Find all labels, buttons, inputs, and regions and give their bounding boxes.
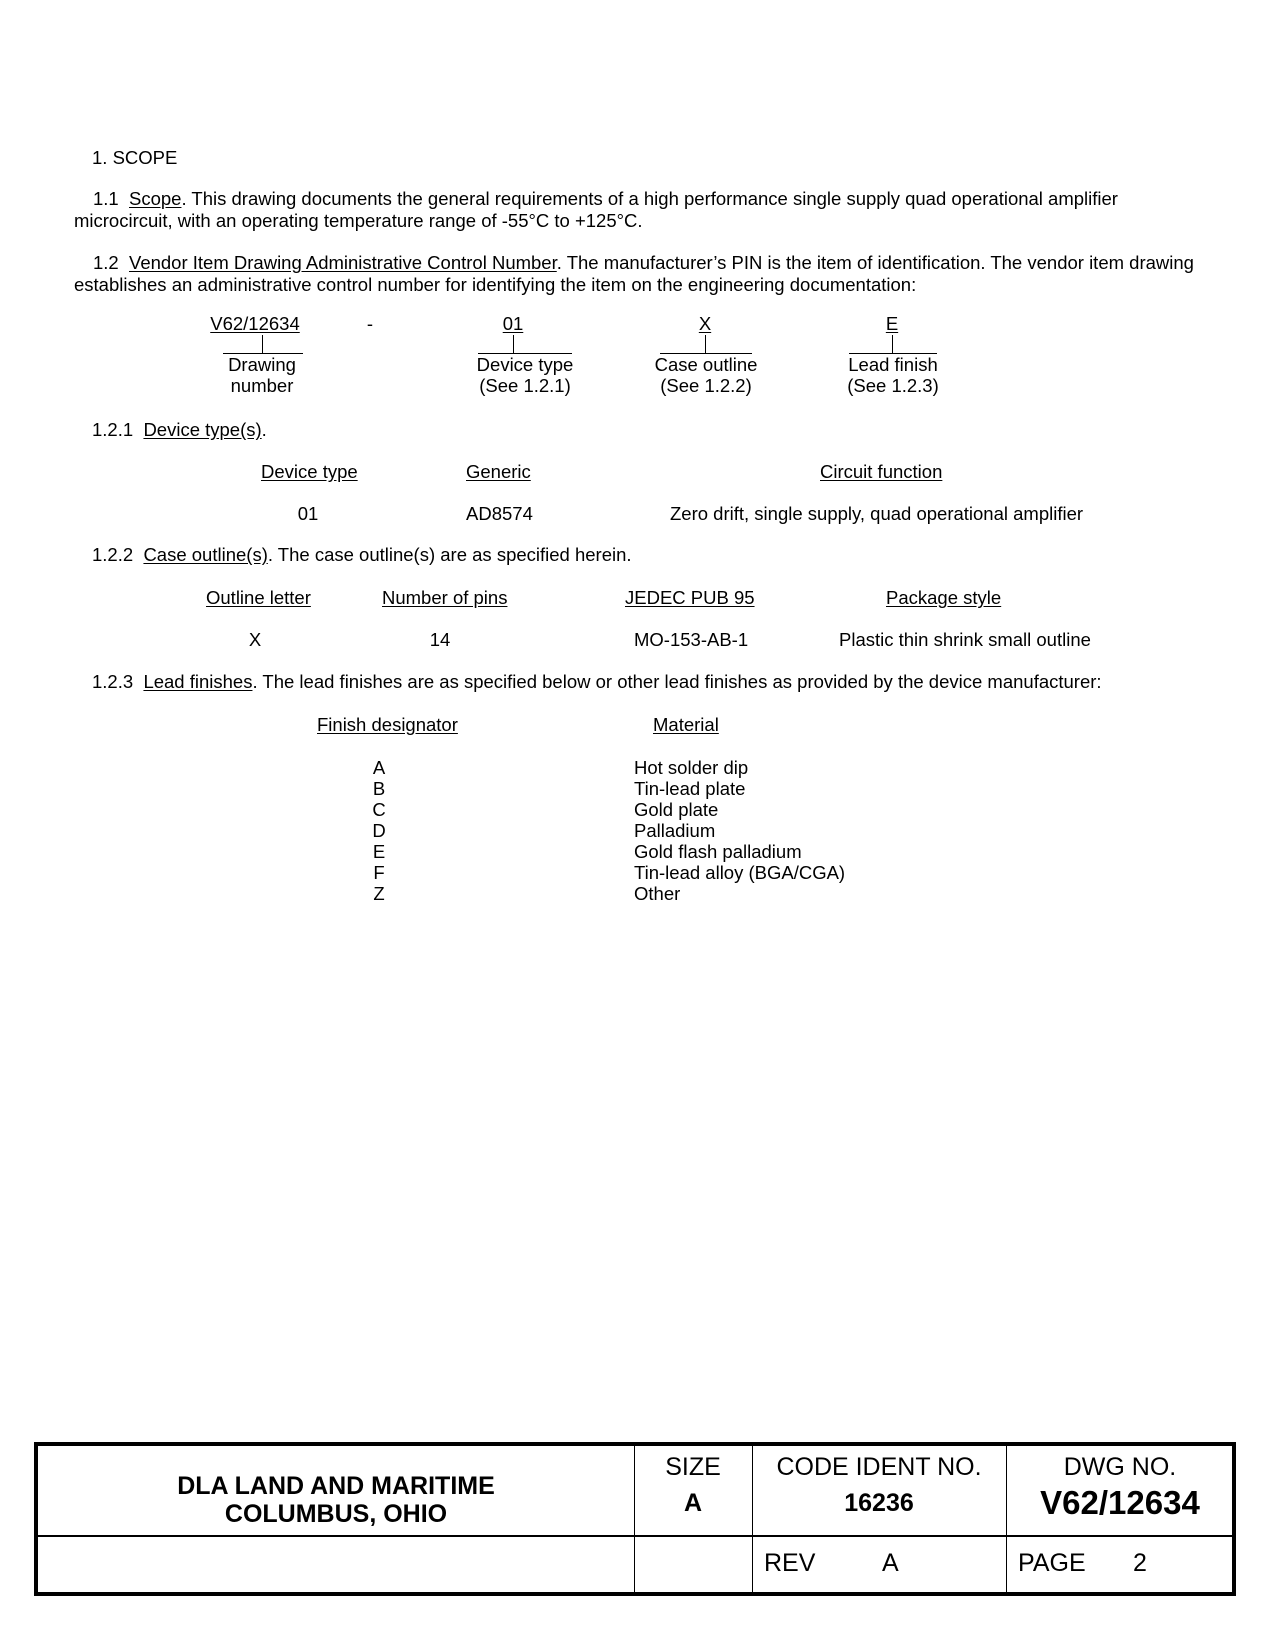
list-item: A: [372, 757, 386, 778]
title-block-divider: [1006, 1446, 1007, 1592]
pin-device-type: 01: [502, 313, 524, 334]
rev-value: A: [882, 1549, 899, 1577]
size-value: A: [683, 1489, 703, 1517]
pin-label-case-1: Case outline: [654, 354, 758, 375]
list-item: Other: [634, 883, 681, 904]
table-header: Circuit function: [820, 461, 943, 482]
scope-title: Scope: [129, 188, 182, 209]
lead-finishes-title: Lead finishes: [143, 671, 253, 692]
list-item: B: [372, 778, 386, 799]
page-label: PAGE: [1018, 1549, 1086, 1577]
lead-finishes-heading: [92, 671, 1102, 693]
pin-connector-lead: [892, 335, 893, 353]
pin-label-drawing-1: Drawing: [228, 354, 296, 375]
table-header: Material: [653, 714, 719, 735]
list-item: C: [372, 799, 386, 820]
table-header: Number of pins: [382, 587, 508, 608]
table-cell: 01: [297, 503, 319, 524]
pin-label-device-2: (See 1.2.1): [479, 375, 571, 396]
code-ident-value: 16236: [844, 1489, 914, 1517]
table-header: Generic: [466, 461, 531, 482]
table-header: Finish designator: [317, 714, 458, 735]
lead-finishes-text: . The lead finishes are as specified below or other lead finishes as provided by the device manufacturer:: [252, 671, 1102, 692]
pin-case-outline: X: [698, 313, 712, 334]
org-location: COLUMBUS, OHIO: [224, 1500, 448, 1528]
list-item: Tin-lead plate: [634, 778, 746, 799]
list-item: Gold plate: [634, 799, 719, 820]
scope-number: 1.1: [93, 188, 119, 209]
vid-title: Vendor Item Drawing Administrative Control Number: [129, 252, 557, 273]
list-item: Z: [373, 883, 385, 904]
pin-drawing-number: V62/12634: [210, 313, 300, 334]
list-item: F: [373, 862, 385, 883]
scope-text: . This drawing documents the general requirements of a high performance single supply quad operational amplifier microcircuit, with an operating temperature range of -55°C to +125°C.: [74, 188, 1118, 231]
table-cell: AD8574: [466, 503, 533, 524]
device-types-title: Device type(s): [143, 419, 262, 440]
list-item: D: [372, 820, 386, 841]
case-outlines-title: Case outline(s): [143, 544, 268, 565]
table-cell: X: [248, 629, 262, 650]
title-block-divider: [752, 1446, 753, 1592]
case-outlines-number: 1.2.2: [92, 544, 134, 565]
pin-label-case-2: (See 1.2.2): [660, 375, 752, 396]
pin-label-device-1: Device type: [476, 354, 574, 375]
dwg-no-label: DWG NO.: [1063, 1453, 1177, 1481]
pin-label-lead-1: Lead finish: [848, 354, 938, 375]
table-cell: Zero drift, single supply, quad operational amplifier: [670, 503, 1084, 524]
title-block-divider: [634, 1446, 635, 1592]
size-label: SIZE: [665, 1453, 721, 1481]
list-item: Tin-lead alloy (BGA/CGA): [634, 862, 846, 883]
dwg-no-value: V62/12634: [1040, 1484, 1200, 1521]
scope-paragraph: [74, 188, 1204, 232]
table-cell: 14: [429, 629, 451, 650]
rev-label: REV: [764, 1549, 816, 1577]
pin-connector-drawing: [262, 335, 263, 353]
list-item: E: [372, 841, 386, 862]
pin-connector-device: [513, 335, 514, 353]
case-outlines-text: . The case outline(s) are as specified herein.: [267, 544, 632, 565]
table-header: Device type: [261, 461, 358, 482]
table-header: Package style: [886, 587, 1002, 608]
section-heading: 1. SCOPE: [92, 147, 178, 168]
lead-finishes-number: 1.2.3: [92, 671, 134, 692]
title-block-divider: [38, 1535, 1232, 1537]
device-types-heading: [92, 419, 267, 441]
pin-connector-case: [705, 335, 706, 353]
pin-lead-finish: E: [885, 313, 899, 334]
code-ident-label: CODE IDENT NO.: [776, 1453, 982, 1481]
table-cell: Plastic thin shrink small outline: [839, 629, 1091, 650]
device-types-number: 1.2.1: [92, 419, 134, 440]
org-name: DLA LAND AND MARITIME: [177, 1472, 495, 1500]
table-header: Outline letter: [206, 587, 311, 608]
table-header: JEDEC PUB 95: [625, 587, 755, 608]
vid-number: 1.2: [93, 252, 119, 273]
device-types-after: .: [261, 419, 267, 440]
pin-dash: -: [366, 313, 374, 334]
page-number: 2: [1133, 1549, 1147, 1577]
pin-label-drawing-2: number: [230, 375, 294, 396]
list-item: Hot solder dip: [634, 757, 749, 778]
list-item: Gold flash palladium: [634, 841, 802, 862]
table-cell: MO-153-AB-1: [634, 629, 749, 650]
vid-paragraph: [74, 252, 1204, 296]
pin-label-lead-2: (See 1.2.3): [847, 375, 939, 396]
case-outlines-heading: [92, 544, 632, 566]
vid-text: . The manufacturer’s PIN is the item of identification. The vendor item drawing establishes an administrative control number for identifying the item on the engineering documentation:: [74, 252, 1194, 295]
list-item: Palladium: [634, 820, 716, 841]
